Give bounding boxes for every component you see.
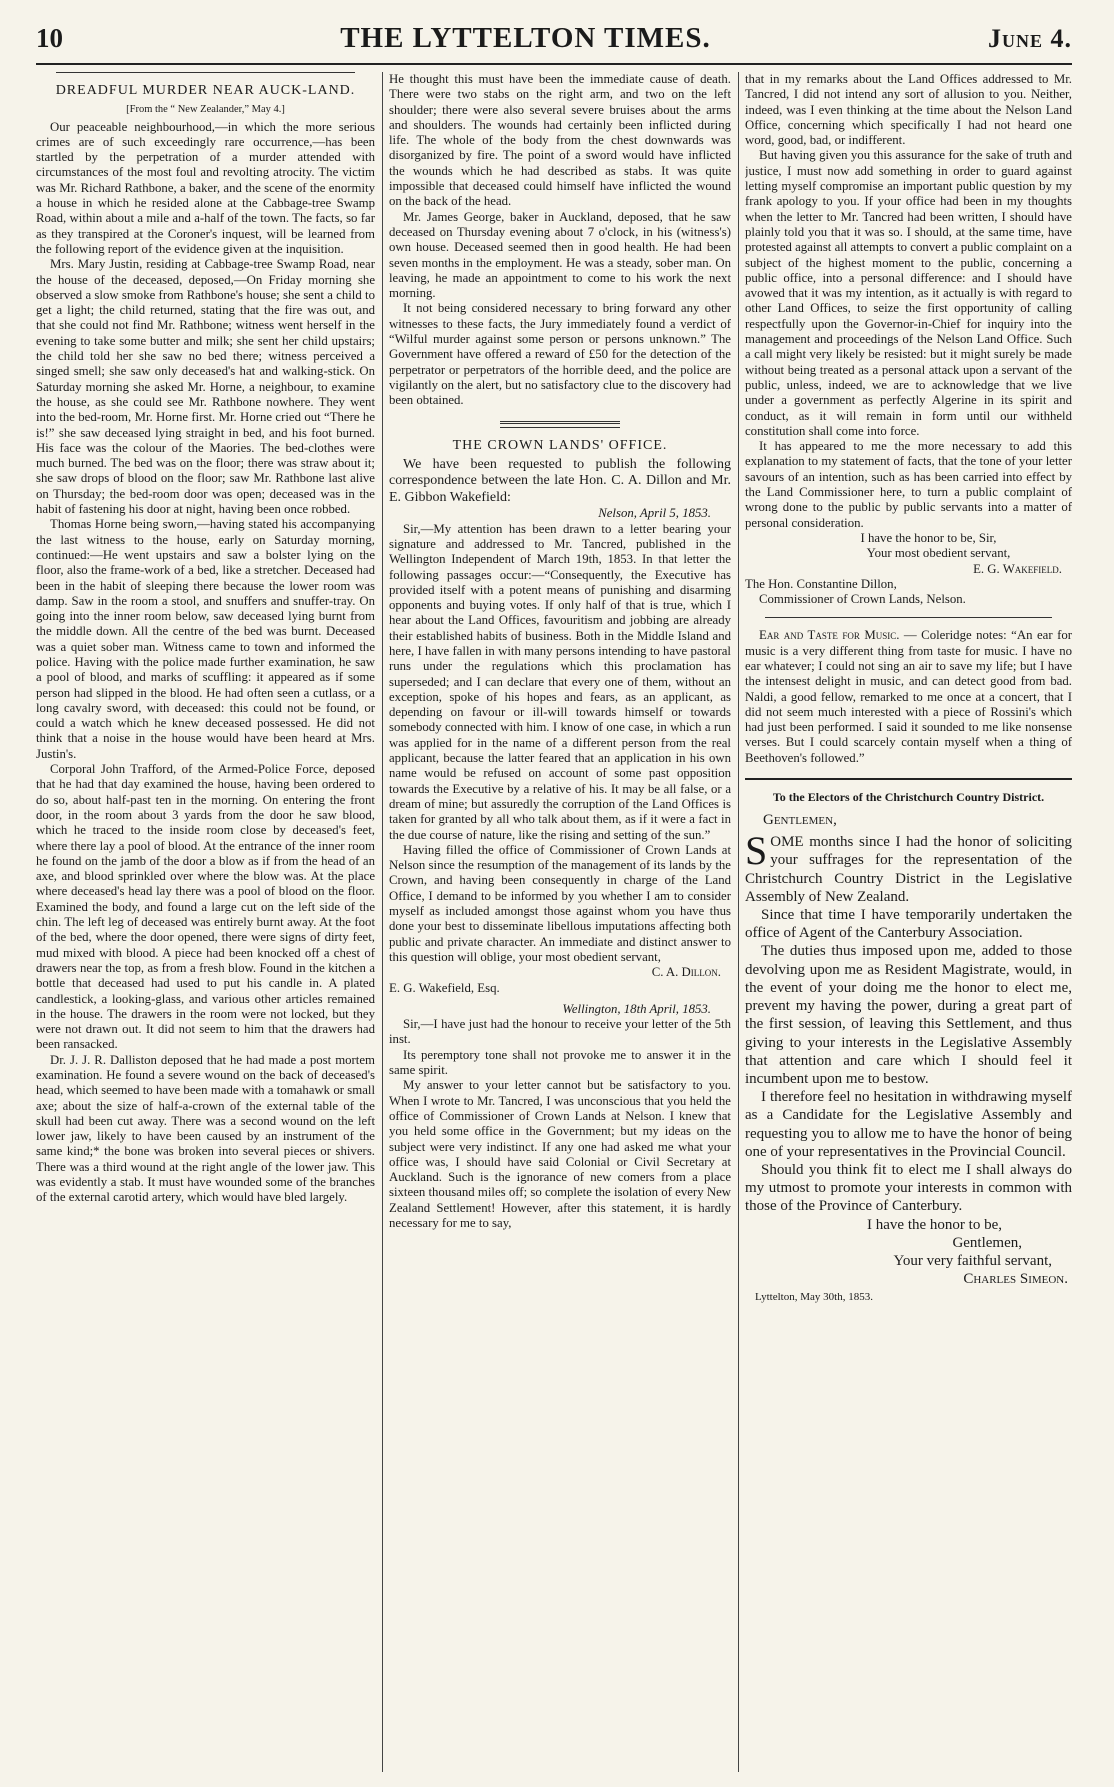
- music-lead: Ear and Taste for Music.: [759, 628, 900, 643]
- article-paragraph: Thomas Horne being sworn,—having stated his accompanying the last witness to the house, early on Saturday morning, continued:—He went upstairs and saw a bolster lying on the floor, also the frame-work of a bed, like a stretcher. Deceased had been in the habit of sleeping there because the lower room was damp. Saw in the room a stool, and snuffers and snuffer-tray. On going into the inner room below, saw deceased lying burnt from the middle down. All the centre of the bed was burnt. Deceased was a quiet sober man. Witness came to town and informed the police. Having with the police made further examination, he saw a pool of blood, and marks of scuffling: it appeared as if some person had slipped in the blood. He had often seen a cutlass, or a long cavalry sword, with deceased: this could not be found, or could a watch which he knew deceased possessed. He did not think that a noise in the house would have been heard at Mrs. Justin's.: [36, 517, 375, 761]
- masthead-rule: [36, 63, 1072, 65]
- advert-paragraph: Since that time I have temporarily undertaken the office of Agent of the Canterbury Association.: [745, 907, 1072, 942]
- issue-date: June 4.: [987, 24, 1072, 53]
- column-2: [389, 72, 731, 1772]
- letter-closing: I have the honor to be, Sir,: [860, 530, 997, 545]
- letter-paragraph: Sir,—I have just had the honour to receive your letter of the 5th inst.: [389, 1017, 731, 1047]
- article-paragraph: Our peaceable neighbourhood,—in which the more serious crimes are of such exceedingly rare occurrence,—has been startled by the perpetration of a murder attended with circumstances of the most foul and revolting atrocity. The victim was Mr. Richard Rathbone, a baker, and the scene of the enormity a house in which he resided alone at the Cabbage-tree Swamp Road, within about a mile and a-half of the town. The facts, so far as they transpired at the Coroner's inquest, will be learned from the following report of the evidence given at the inquisition.: [36, 119, 375, 256]
- music-text: — Coleridge notes: “An ear for music is a very different thing from taste for music. I have no ear whatever; I could not sing an air to save my life; but I have the intensest delight in music, and can detect good from bad. Naldi, a good fellow, remarked to me once at a concert, that I did not seem much interested with a piece of Rossini's which had just been performed. I said it sounded to me like nonsense verses. But I could scarcely contain myself when a thing of Beethoven's followed.”: [745, 628, 1072, 765]
- letter-signature: E. G. Wakefield.: [973, 561, 1062, 576]
- newspaper-title: THE LYTTELTON TIMES.: [340, 22, 711, 54]
- murder-heading: DREADFUL MURDER NEAR AUCK-LAND.: [55, 83, 356, 98]
- letter-closing: Your most obedient servant,: [866, 546, 1011, 561]
- advert-paragraph: Should you think fit to elect me I shall always do my utmost to promote your interests in common with those of the Province of Canterbury.: [745, 1161, 1072, 1215]
- crown-intro: We have been requested to publish the following correspondence between the late Hon. C. A. Dillon and Mr. E. Gibbon Wakefield:: [389, 456, 731, 505]
- letter-addressee: Commissioner of Crown Lands, Nelson.: [759, 592, 966, 607]
- letter-paragraph: It has appeared to me the more necessary to add this explanation to my statement of facts, that the tone of your letter savours of an intention, such as has been carried into effect by the Land Commissioner here, to turn a public complaint of wrong done to the public by public servants into a matter of personal consideration.: [745, 439, 1072, 530]
- letter-paragraph: that in my remarks about the Land Offices addressed to Mr. Tancred, I did not intend any sort of allusion to you. Neither, indeed, was I even thinking at the time about the Nelson Land Office, concerning which specifically I had not heard one word, good, bad, or indifferent.: [745, 72, 1072, 148]
- advert-paragraph: The duties thus imposed upon me, added to those devolving upon me as Resident Magistrate, would, in the event of your doing me the honor to elect me, prevent my having the power, during a great part of the first session, of leaving this Settlement, and thus giving to your interests in the Legislative Assembly that attention and care which I should feel it incumbent upon me to bestow.: [745, 943, 1072, 1087]
- masthead: [36, 22, 1072, 62]
- letter-dateline: Wellington, 18th April, 1853.: [562, 1001, 711, 1016]
- advert-closing: I have the honor to be,: [867, 1216, 1002, 1233]
- letter-paragraph: Having filled the office of Commissioner of Crown Lands at Nelson since the resumption of the management of its lands by the Crown, and having been consequently in charge of the Land Office, I demand to be informed by you whether I am to consider myself as included amongst those against whom you have thus done your best to disseminate libellous imputations affecting both public and private character. An immediate and distinct answer to this question will oblige, your most obedient servant,: [389, 842, 731, 964]
- section-rule: [56, 72, 355, 73]
- letter-signature: C. A. Dillon.: [651, 965, 721, 980]
- letter-addressee: E. G. Wakefield, Esq.: [389, 980, 500, 995]
- crown-lands-heading: THE CROWN LANDS' OFFICE.: [452, 437, 668, 453]
- article-paragraph: Dr. J. J. R. Dalliston deposed that he had made a post mortem examination. He found a severe wound on the back of deceased's head, which seemed to have been made with a tomahawk or small axe; about the size of half-a-crown of the external table of the skull had been cut away. There was a second wound on the left lower jaw, likely to have been caused by an instrument of the same kind;* the bone was broken into several pieces or shivers. There was a third wound at the right angle of the lower jaw. This was evidently a stab. It must have wounded some of the branches of the external carotid artery, which would have bled largely.: [36, 1052, 375, 1205]
- advert-closing: Your very faithful servant,: [893, 1252, 1052, 1269]
- election-advertisement: [745, 778, 1072, 1306]
- article-paragraph: Mr. James George, baker in Auckland, deposed, that he saw deceased on Thursday evening about 7 o'clock, in his (witness's) own house. Deceased seemed then in good health. He had been seven months in the employment. He was a steady, sober man. On leaving, he made an appointment to come to his work the next morning.: [389, 209, 731, 301]
- advert-place-date: Lyttelton, May 30th, 1853.: [755, 1291, 873, 1304]
- letter-paragraph: But having given you this assurance for the sake of truth and justice, I must now add something in order to guard against letting myself compromise an important public question by my frank apology to you. If your office had been in my thoughts when the letter to Mr. Tancred had been written, I should have plainly told you that it was so. I should, at the same time, have protested against all attempts to convert a public complaint on a subject of the highest moment to the public, concerning a public office, into a personal difference: and I should have avowed that it was my intention, as it actually is with regard to other Land Offices, to seize the first opportunity of calling respectfully upon the Governor-in-Chief for inquiry into the management and proceedings of the Nelson Land Office. Such a call might very likely be resisted: but it might surely be made without being treated as a personal attack upon a servant of the public, unless, indeed, we are to acknowledge that we live under a government as perfectly Algerine in its spirit and conduct, as it will remain in form until our withheld constitution shall come into force.: [745, 148, 1072, 438]
- letter-paragraph: Its peremptory tone shall not provoke me to answer it in the same spirit.: [389, 1047, 731, 1078]
- article-paragraph: Corporal John Trafford, of the Armed-Police Force, deposed that he had that day examined the house, having been ordered to do so, about half-past ten in the morning. On entering the front door, in the room about 3 yards from the door he saw blood, which he traced to the inside room close by deceased's feet, where there lay a pool of blood. At the entrance of the inner room he found on the jamb of the door a blow as if from the head of an axe, and blood sprinkled over where the blow was. At the place where deceased's head lay there was a pool of blood on the floor. Examined the body, and found a large cut on the left side of the chin. The left leg of deceased was entirely burnt away. At the foot of the bed, where the door opened, there were signs of dirty feet, mud mixed with blood. A piece had been knocked off a chest of drawers near the top, as from a fresh blow. Found in the kitchen a bottle that deceased had used to put his candle in. A plated candlestick, a looking-glass, and various other articles remained in the house. The drawers in the room were not locked, but they were not drawn out. It did not seem to him that the drawers had been ransacked.: [36, 762, 375, 1052]
- advert-signature: Charles Simeon.: [963, 1271, 1068, 1288]
- advert-first-text: OME months since I had the honor of soliciting your suffrages for the representation of the Christchurch Country District in the Legislative Assembly of New Zealand.: [745, 834, 1072, 905]
- letter-paragraph: Sir,—My attention has been drawn to a letter bearing your signature and addressed to Mr. Tancred, published in the Wellington Independent of March 19th, 1853. In that letter the following passages occur:—“Consequently, the Executive has provided itself with a potent means of punishing and disarming opponents and buying votes. If only half of that is true, which I hear about the Land Offices, favouritism and jobbing are already their established habits of business. Both in the Middle Island and here, I have fallen in with many persons intending to have pastoral runs under the regulations which this proclamation has superseded; and I can declare that every one of them, without an exception, spoke of his hopes and fears, as an applicant, as depending on favour or ill-will towards himself or towards somebody connected with him. I know of one case, in which a run was applied for in the name of a different person from the real applicant, because the latter feared that an application in his own name would be refused on account of some past opposition towards the Executive by a relative of his. It may be all false, or a dream of mine; but assuredly the corruption of the Land Offices is taken for granted by all who talk about them, as if it were a fact in the due course of nature, like the rising and setting of the sun.”: [389, 521, 731, 842]
- letter-addressee: The Hon. Constantine Dillon,: [745, 576, 897, 591]
- section-rule: [765, 617, 1052, 618]
- column-divider: [738, 72, 739, 1772]
- section-ornament: [500, 421, 620, 428]
- letter-paragraph: My answer to your letter cannot but be satisfactory to you. When I wrote to Mr. Tancred, I was unconscious that you held the office of Commissioner of Crown Lands at Nelson. I knew that you held some office in the Government; but my ideas on the subject were very indistinct. If any one had asked me what your office was, I should have said Colonial or Civil Secretary at Auckland. Such is the ignorance of new comers from a place sixteen thousand miles off; so complete the isolation of every New Zealand Settlement! However, after this statement, it is hardly necessary for me to say,: [389, 1078, 731, 1230]
- page-number: 10: [36, 23, 63, 53]
- advert-salutation: Gentlemen,: [763, 812, 837, 829]
- column-3: [745, 72, 1072, 1772]
- article-paragraph: It not being considered necessary to bring forward any other witnesses to these facts, the Jury immediately found a verdict of “Wilful murder against some person or persons unknown.” The Government have offered a reward of £50 for the detection of the perpetrator or perpetrators of the horrible deed, and the police are vigilantly on the alert, but no satisfactory clue to the discovery had been obtained.: [389, 301, 731, 408]
- drop-cap: S: [745, 828, 768, 874]
- column-divider: [382, 72, 383, 1772]
- advert-closing: Gentlemen,: [952, 1234, 1022, 1251]
- advert-heading: To the Electors of the Christchurch Country District.: [772, 790, 1045, 805]
- advert-paragraph: I therefore feel no hesitation in withdrawing myself as a Candidate for the Legislative Assembly and requesting you to allow me to have the honor of being one of your representatives in the Provincial Council.: [745, 1089, 1072, 1160]
- column-1: [36, 72, 375, 1772]
- music-paragraph: [745, 628, 1072, 766]
- article-paragraph: He thought this must have been the immediate cause of death. There were two stabs on the right arm, and two on the left shoulder; there were also several severe bruises about the arms and shoulders. The wounds had certainly been inflicted during life. The whole of the body from the chest downwards was disorganized by fire. The point of a sword would have inflicted the wounds which he had described as stabs. It was quite impossible that deceased could himself have inflicted the wound on the back of the head.: [389, 72, 731, 209]
- article-paragraph: Mrs. Mary Justin, residing at Cabbage-tree Swamp Road, near the house of the deceased, deposed,—On Friday morning she observed a slow smoke from Rathbone's house; she sent a child to get a light; the child returned, stating that the fire was out, and that she could not find Mr. Rathbone; witness went herself in the evening to take some butter and milk; she sent her child upstairs; the child told her she saw no bed there; witness perceived a singed smell; she saw only deceased's hat and walking-stick. On Saturday morning she asked Mr. Horne, a neighbour, to examine the house, as she could see Mr. Rathbone nowhere. They went into the bed-room, Mr. Horne first. Mr. Horne cried out “There he is!” she saw deceased lying straight in bed, and his foot burned. His face was the colour of the Maories. The bed-clothes were much burned. The bed was on the floor; there was straw about it; she saw drops of blood on the floor; saw Mr. Rathbone last alive on Thursday; the bed-room door was open; deceased was in the habit of fastening his door at night, having been once robbed.: [36, 257, 375, 517]
- letter-dateline: Nelson, April 5, 1853.: [598, 506, 711, 521]
- advert-paragraph: [745, 828, 1072, 906]
- murder-source: [From the “ New Zealander,” May 4.]: [126, 104, 285, 116]
